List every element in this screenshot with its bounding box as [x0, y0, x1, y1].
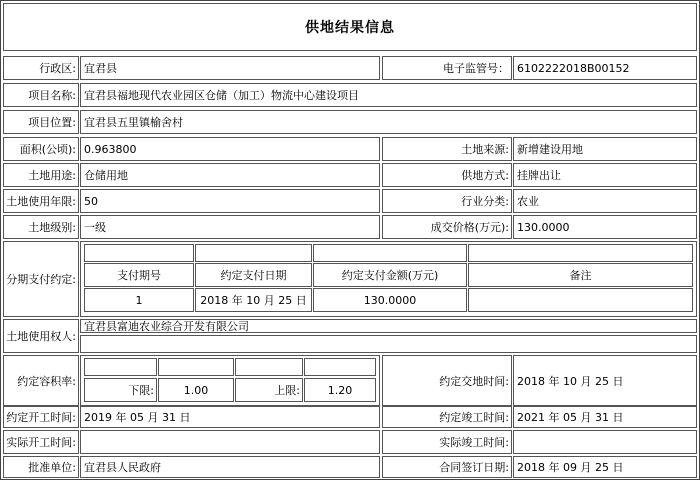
land-source-value: 新增建设用地	[513, 137, 697, 161]
installment-label: 分期支付约定:	[3, 241, 79, 317]
land-source-label: 土地来源:	[382, 137, 512, 161]
installment-period: 1	[84, 288, 194, 312]
plot-ratio-lower-value: 1.00	[158, 378, 234, 402]
installment-spacer	[195, 244, 312, 262]
installment-header-note: 备注	[468, 263, 693, 287]
actual-finish-value	[513, 430, 697, 454]
project-location-label: 项目位置:	[3, 110, 79, 134]
use-years-label: 土地使用年限:	[3, 189, 79, 213]
project-name-value: 宜君县福地现代农业园区仓储（加工）物流中心建设项目	[80, 83, 697, 107]
installment-note	[468, 288, 693, 312]
plot-ratio-lower-label: 下限:	[84, 378, 157, 402]
land-user-value: 宜君县富迪农业综合开发有限公司	[80, 319, 697, 333]
installment-amount: 130.0000	[313, 288, 467, 312]
price-value: 130.0000	[513, 215, 697, 239]
actual-start-value	[80, 430, 380, 454]
delivery-time-label: 约定交地时间:	[382, 355, 512, 406]
actual-start-label: 实际开工时间:	[3, 430, 79, 454]
approval-value: 宜君县人民政府	[80, 456, 380, 478]
finish-time-value: 2021 年 05 月 31 日	[513, 406, 697, 428]
plot-ratio-label: 约定容积率:	[3, 355, 79, 406]
district-value: 宜君县	[80, 56, 380, 80]
start-time-value: 2019 年 05 月 31 日	[80, 406, 380, 428]
installment-spacer	[313, 244, 467, 262]
installment-header-amount: 约定支付金额(万元)	[313, 263, 467, 287]
contract-date-value: 2018 年 09 月 25 日	[513, 456, 697, 478]
approval-label: 批准单位:	[3, 456, 79, 478]
district-label: 行政区:	[3, 56, 79, 80]
industry-label: 行业分类:	[382, 189, 512, 213]
land-use-label: 土地用途:	[3, 163, 79, 187]
land-grade-label: 土地级别:	[3, 215, 79, 239]
land-use-value: 仓储用地	[80, 163, 380, 187]
installment-header-date: 约定支付日期	[195, 263, 312, 287]
start-time-label: 约定开工时间:	[3, 406, 79, 428]
industry-value: 农业	[513, 189, 697, 213]
delivery-time-value: 2018 年 10 月 25 日	[513, 355, 697, 406]
plot-ratio-upper-label: 上限:	[235, 378, 303, 402]
plot-ratio-spacer	[304, 358, 376, 376]
page-title: 供地结果信息	[3, 3, 697, 51]
actual-finish-label: 实际竣工时间:	[382, 430, 512, 454]
land-user-label: 土地使用权人:	[3, 319, 79, 353]
supply-method-value: 挂牌出让	[513, 163, 697, 187]
land-grade-value: 一级	[80, 215, 380, 239]
plot-ratio-spacer	[84, 358, 157, 376]
plot-ratio-upper-value: 1.20	[304, 378, 376, 402]
installment-header-period: 支付期号	[84, 263, 194, 287]
installment-spacer	[84, 244, 194, 262]
supervision-number-value: 6102222018B00152	[513, 56, 697, 80]
plot-ratio-spacer	[158, 358, 234, 376]
supply-method-label: 供地方式:	[382, 163, 512, 187]
supervision-number-label: 电子监管号：	[382, 56, 512, 80]
use-years-value: 50	[80, 189, 380, 213]
contract-date-label: 合同签订日期:	[382, 456, 512, 478]
installment-date: 2018 年 10 月 25 日	[195, 288, 312, 312]
price-label: 成交价格(万元):	[382, 215, 512, 239]
project-name-label: 项目名称:	[3, 83, 79, 107]
area-value: 0.963800	[80, 137, 380, 161]
project-location-value: 宜君县五里镇榆舍村	[80, 110, 697, 134]
land-user-extra	[80, 335, 697, 353]
installment-spacer	[468, 244, 693, 262]
area-label: 面积(公顷):	[3, 137, 79, 161]
plot-ratio-spacer	[235, 358, 303, 376]
finish-time-label: 约定竣工时间:	[382, 406, 512, 428]
